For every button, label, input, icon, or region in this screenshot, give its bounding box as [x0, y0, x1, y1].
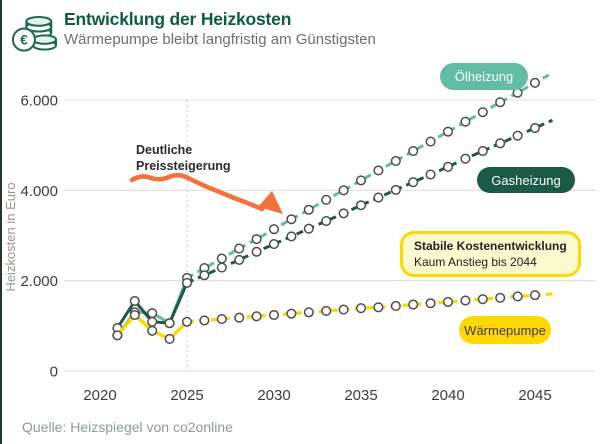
data-point-marker — [444, 127, 453, 136]
data-point-marker — [409, 147, 418, 156]
data-point-marker — [305, 308, 314, 317]
data-point-marker — [322, 196, 331, 205]
data-point-marker — [200, 316, 209, 325]
data-point-marker — [426, 299, 435, 308]
data-point-marker — [444, 163, 453, 172]
annotation-stable-costs-box — [400, 231, 581, 277]
data-point-marker — [479, 108, 488, 117]
y-tick-label: 2.000 — [20, 273, 58, 291]
data-point-marker — [339, 186, 348, 195]
legend-pill-gas-heating — [477, 167, 575, 193]
data-point-marker — [357, 304, 366, 313]
data-point-marker — [392, 157, 401, 166]
data-point-marker — [513, 131, 522, 140]
data-point-marker — [305, 224, 314, 233]
y-axis-title: Heizkosten in Euro — [3, 182, 18, 292]
x-tick-label: 2045 — [518, 387, 552, 404]
data-point-marker — [357, 176, 366, 185]
svg-text:€: € — [20, 32, 28, 48]
x-tick-label: 2030 — [257, 387, 291, 404]
data-point-marker — [287, 232, 296, 241]
y-tick-label: 0 — [49, 363, 58, 381]
data-point-marker — [165, 319, 174, 328]
source-credit: Quelle: Heizspiegel von co2online — [22, 419, 233, 435]
data-point-marker — [392, 302, 401, 311]
data-series — [113, 73, 552, 343]
data-point-marker — [218, 263, 227, 272]
legend-pill-oil-label: Ölheizung — [454, 69, 514, 84]
annotation-price-rise — [136, 142, 230, 175]
data-point-marker — [357, 201, 366, 210]
annotation-stable-costs-line2: Kaum Anstieg bis 2044 — [414, 255, 537, 270]
y-tick-label: 4.000 — [20, 182, 58, 200]
x-tick-label: 2025 — [170, 387, 204, 404]
left-edge-border — [0, 0, 2, 444]
page-subtitle: Wärmepumpe bleibt langfristig am Günstigsten — [64, 31, 376, 48]
data-point-marker — [235, 244, 244, 253]
x-tick-label: 2035 — [344, 387, 378, 404]
legend-pill-heat-pump — [459, 316, 551, 344]
data-point-marker — [531, 79, 540, 88]
data-point-marker — [113, 331, 122, 340]
data-point-marker — [218, 315, 227, 324]
data-point-marker — [444, 298, 453, 307]
data-point-marker — [531, 124, 540, 133]
data-point-marker — [322, 307, 331, 316]
data-point-marker — [270, 240, 279, 249]
annotation-price-rise-line2: Preissteigerung — [136, 159, 231, 174]
annotation-stable-costs-line1: Stabile Kostenentwicklung — [414, 239, 567, 253]
data-point-marker — [183, 317, 192, 326]
data-point-marker — [461, 117, 470, 126]
data-point-marker — [426, 170, 435, 179]
data-point-marker — [148, 317, 157, 326]
data-point-marker — [218, 254, 227, 263]
legend-pill-oil-heating — [440, 63, 528, 90]
x-tick-label: 2020 — [83, 387, 117, 404]
annotation-price-rise-line1: Deutliche — [136, 143, 193, 157]
data-point-marker — [409, 178, 418, 187]
data-point-marker — [131, 297, 140, 306]
data-point-marker — [479, 295, 488, 304]
data-point-marker — [339, 305, 348, 314]
coins-euro-icon — [9, 7, 59, 53]
data-point-marker — [531, 291, 540, 300]
legend-pill-heat-pump-label: Wärmepumpe — [464, 322, 546, 338]
data-point-marker — [322, 217, 331, 226]
data-point-marker — [287, 309, 296, 318]
data-point-marker — [496, 98, 505, 107]
data-point-marker — [270, 225, 279, 234]
data-point-marker — [461, 296, 470, 305]
data-point-marker — [409, 300, 418, 309]
data-point-marker — [426, 137, 435, 146]
data-point-marker — [165, 335, 174, 344]
page-title: Entwicklung der Heizkosten — [64, 9, 292, 29]
data-point-marker — [461, 154, 470, 163]
data-point-marker — [270, 311, 279, 320]
data-point-marker — [374, 303, 383, 312]
data-point-marker — [305, 205, 314, 214]
y-axis-tick-labels — [20, 93, 58, 381]
y-tick-label: 6.000 — [20, 92, 58, 110]
data-point-marker — [374, 193, 383, 202]
data-point-marker — [235, 313, 244, 322]
data-point-marker — [131, 311, 140, 320]
data-point-marker — [496, 139, 505, 148]
x-axis-tick-labels — [83, 387, 551, 404]
data-point-marker — [339, 209, 348, 218]
data-point-marker — [252, 235, 261, 244]
data-point-marker — [392, 186, 401, 195]
data-point-marker — [148, 327, 157, 336]
data-point-marker — [496, 294, 505, 303]
data-point-marker — [252, 247, 261, 256]
data-point-marker — [235, 256, 244, 265]
data-point-marker — [183, 279, 192, 288]
price-rise-arrow — [132, 175, 283, 214]
x-tick-label: 2040 — [431, 387, 465, 404]
data-point-marker — [200, 271, 209, 280]
data-point-marker — [479, 147, 488, 156]
data-point-marker — [252, 312, 261, 321]
data-point-marker — [287, 215, 296, 224]
data-point-marker — [513, 292, 522, 301]
data-point-marker — [374, 166, 383, 175]
legend-pill-gas-label: Gasheizung — [491, 172, 561, 188]
